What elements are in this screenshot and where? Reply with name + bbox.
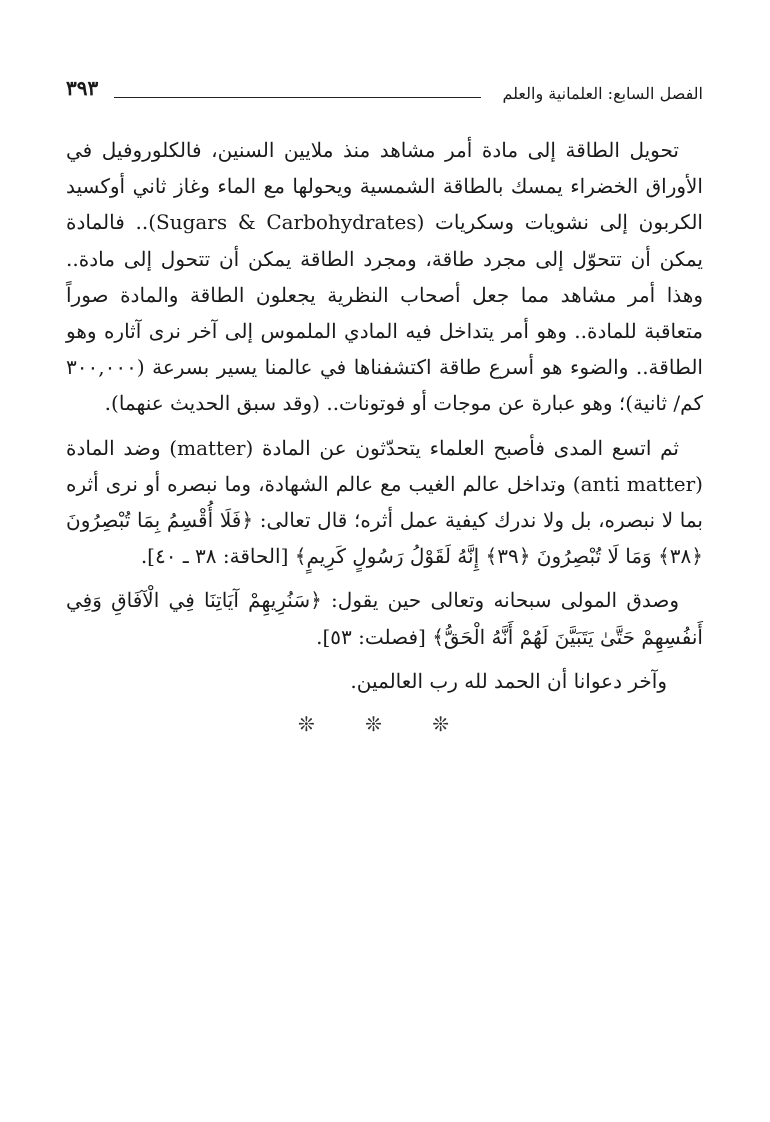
paragraph-closing: وآخر دعوانا أن الحمد لله رب العالمين. xyxy=(350,668,667,693)
paragraph-energy-matter: تحويل الطاقة إلى مادة أمر مشاهد منذ ملايين السنين، فالكلوروفيل في الأوراق الخضراء يمسك بالطاقة الشمسية ويحولها مع الماء وغاز ثاني أوكسيد الكربون إلى نشويات وسكريات (Sugars & Carbohydrates).. فالمادة يمكن أن تتحوّل إلى مجرد طاقة، ومجرد الطاقة يمكن أن تتحول إلى مادة.. وهذا أمر مشاهد مما جعل أصحاب النظرية يجعلون الطاقة والمادة صوراً متعاقبة للمادة.. وهو أمر يتداخل فيه المادي الملموس إلى آخر نرى آثاره وهو الطاقة.. والضوء هو أسرع طاقة اكتشفناها في عالمنا يسير بسرعة (٣٠٠,٠٠٠ كم/ ثانية)؛ وهو عبارة عن موجات أو فوتونات.. (وقد سبق الحديث عنهما). xyxy=(66,138,703,416)
section-separator: ❊ ❊ ❊ xyxy=(298,712,471,736)
header-rule xyxy=(114,97,481,98)
paragraph-quran-verse: وصدق المولى سبحانه وتعالى حين يقول: ﴿سَنُرِيهِمْ آيَاتِنَا فِي الْآفَاقِ وَفِي أَنفُسِهِمْ حَتَّىٰ يَتَبَيَّنَ لَهُمْ أَنَّهُ الْحَقُّ﴾ [فصلت: ٥٣]. xyxy=(66,588,703,649)
paragraph-matter-antimatter: ثم اتسع المدى فأصبح العلماء يتحدّثون عن المادة (matter) وضد المادة (anti matter) وتداخل عالم الغيب مع عالم الشهادة، وما نبصره أو نرى أثره بما لا نبصره، بل ولا ندرك كيفية عمل أثره؛ قال تعالى: ﴿فَلَا أُقْسِمُ بِمَا تُبْصِرُونَ ﴿٣٨﴾ وَمَا لَا تُبْصِرُونَ ﴿٣٩﴾ إِنَّهُ لَقَوْلُ رَسُولٍ كَرِيمٍ﴾ [الحاقة: ٣٨ ـ ٤٠]. xyxy=(66,435,703,569)
running-header xyxy=(66,70,703,110)
chapter-title: الفصل السابع: العلمانية والعلم xyxy=(502,84,703,103)
page-number: ٣٩٣ xyxy=(66,76,99,100)
page-body xyxy=(66,132,703,707)
